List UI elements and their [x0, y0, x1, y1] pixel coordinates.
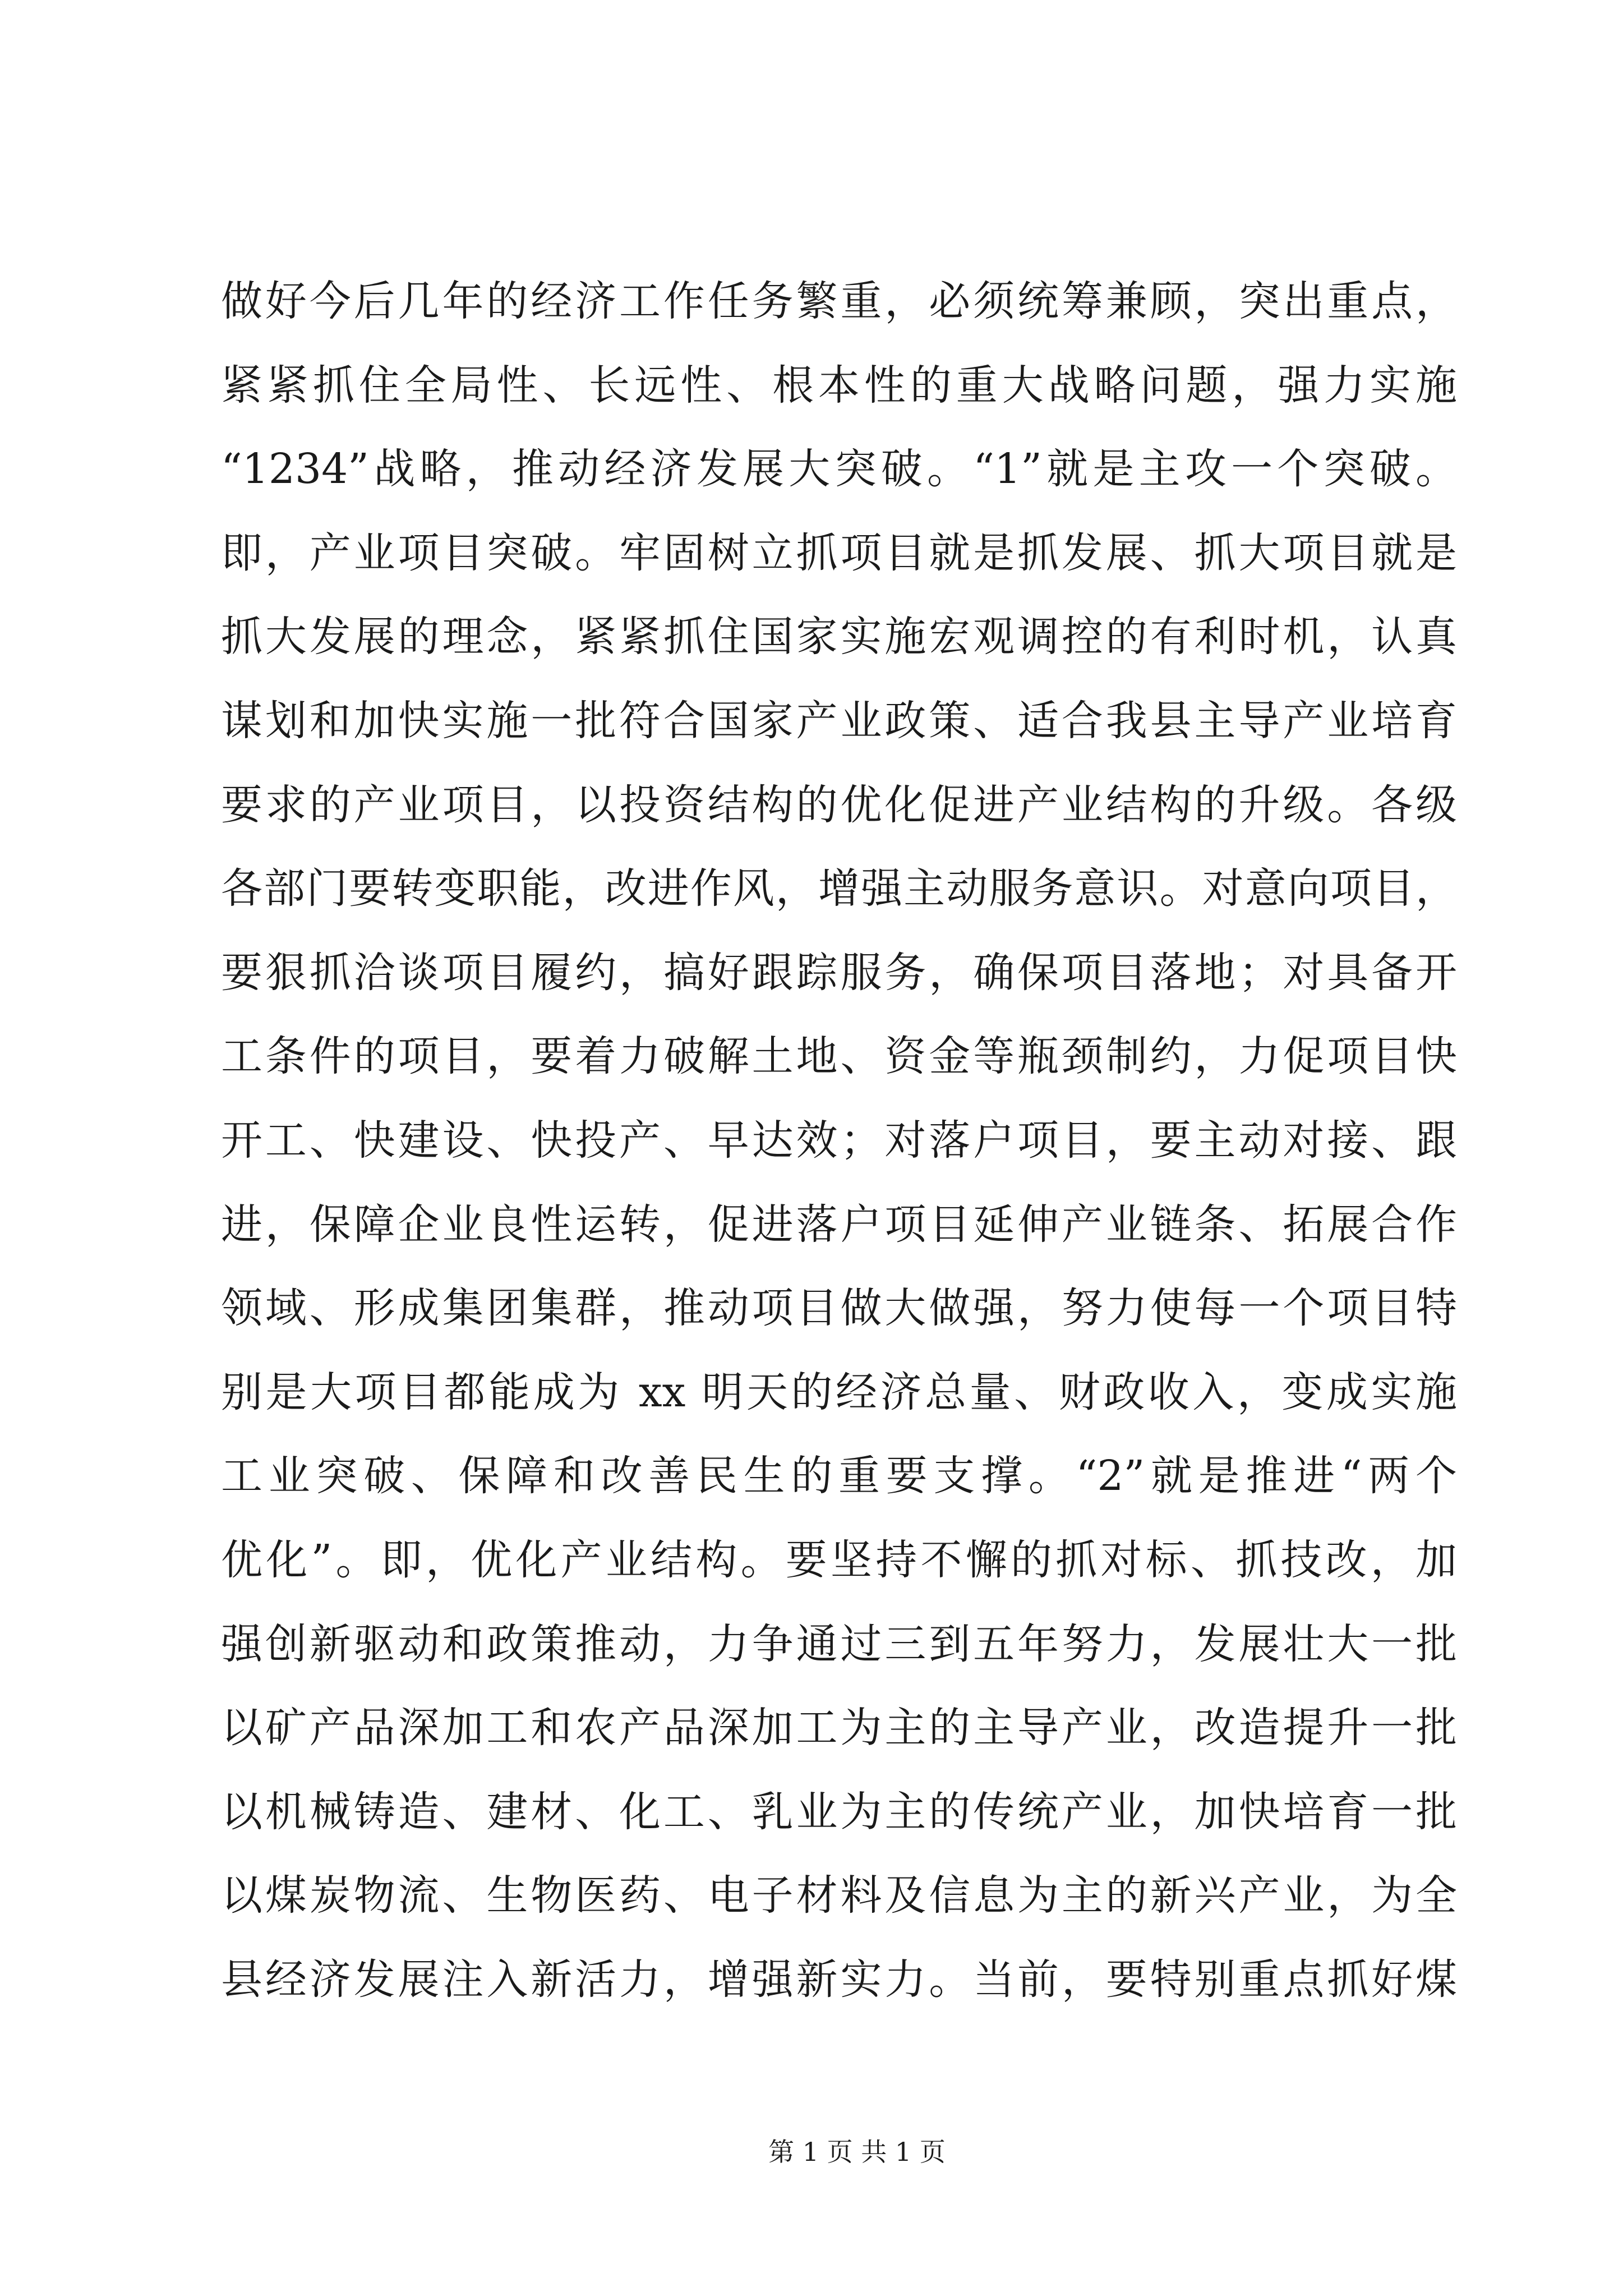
text-line: 即，产业项目突破。牢固树立抓项目就是抓发展、抓大项目就是 [221, 528, 1457, 577]
text-line: 进，保障企业良性运转，促进落户项目延伸产业链条、拓展合作 [221, 1200, 1457, 1249]
text-line: 以机械铸造、建材、化工、乳业为主的传统产业，加快培育一批 [221, 1787, 1457, 1836]
text-line: 工条件的项目，要着力破解土地、资金等瓶颈制约，力促项目快 [221, 1032, 1457, 1081]
text-line: 县经济发展注入新活力，增强新实力。当前，要特别重点抓好煤 [221, 1955, 1457, 2004]
text-line: 以矿产品深加工和农产品深加工为主的主导产业，改造提升一批 [221, 1704, 1457, 1752]
text-line: 做好今后几年的经济工作任务繁重，必须统筹兼顾，突出重点， [221, 277, 1457, 325]
text-line: 别是大项目都能成为 xx 明天的经济总量、财政收入，变成实施 [221, 1368, 1457, 1416]
text-line: 要求的产业项目，以投资结构的优化促进产业结构的升级。各级 [221, 780, 1457, 829]
text-line: 强创新驱动和政策推动，力争通过三到五年努力，发展壮大一批 [221, 1619, 1457, 1668]
text-line: 工业突破、保障和改善民生的重要支撑。“2”就是推进“两个 [221, 1452, 1457, 1501]
text-line: 要狠抓洽谈项目履约，搞好跟踪服务，确保项目落地；对具备开 [221, 948, 1457, 997]
text-line: 领域、形成集团集群，推动项目做大做强，努力使每一个项目特 [221, 1284, 1457, 1333]
text-line: 各部门要转变职能，改进作风，增强主动服务意识。对意向项目， [221, 864, 1457, 913]
text-line: 优化”。即，优化产业结构。要坚持不懈的抓对标、抓技改，加 [221, 1535, 1457, 1584]
body-text [221, 260, 1457, 2022]
text-line: 以煤炭物流、生物医药、电子材料及信息为主的新兴产业，为全 [221, 1871, 1457, 1920]
text-line: “1234”战略，推动经济发展大突破。“1”就是主攻一个突破。 [221, 445, 1457, 494]
text-line: 紧紧抓住全局性、长远性、根本性的重大战略问题，强力实施 [221, 361, 1457, 409]
text-line: 抓大发展的理念，紧紧抓住国家实施宏观调控的有利时机，认真 [221, 613, 1457, 661]
page-footer: 第 1 页 共 1 页 [768, 2137, 946, 2167]
text-line: 谋划和加快实施一批符合国家产业政策、适合我县主导产业培育 [221, 696, 1457, 745]
text-line: 开工、快建设、快投产、早达效；对落户项目，要主动对接、跟 [221, 1116, 1457, 1165]
